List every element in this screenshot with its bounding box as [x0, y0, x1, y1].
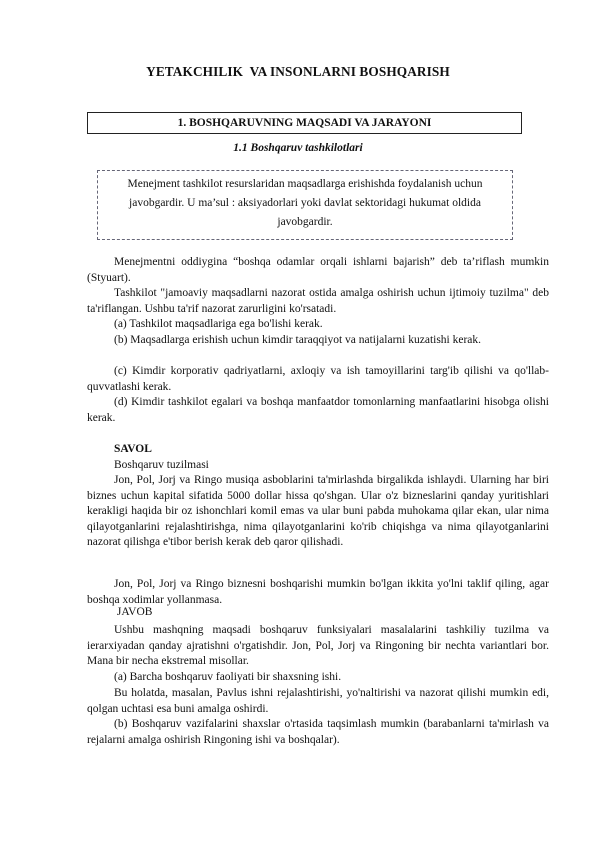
section-heading: 1. BOSHQARUVNING MAQSADI VA JARAYONI [87, 112, 522, 134]
paragraph-question-task: Jon, Pol, Jorj va Ringo biznesni boshqarishi mumkin bo'lgan ikkita yo'lni taklif qiling, agar boshqa xodimlar yollanmasa. [87, 578, 549, 606]
document-title: YETAKCHILIK VA INSONLARNI BOSHQARISH [146, 64, 450, 79]
answer-option-a: (a) Barcha boshqaruv faoliyati bir shaxsning ishi. [114, 671, 342, 683]
paragraph-management-definition: Menejmentni oddiygina “boshqa odamlar orqali ishlarni bajarish” deb ta’riflash mumkin (Styuart). [87, 256, 549, 284]
list-item-c: (c) Kimdir korporativ qadriyatlarni, axloqiy va ish tamoyillarini targ'ib qilishi va qo'llab-quvvatlashi kerak. [87, 365, 549, 393]
definition-box [97, 170, 513, 240]
list-item-a: (a) Tashkilot maqsadlariga ega bo'lishi kerak. [114, 318, 323, 330]
paragraph-organization-definition: Tashkilot "jamoaviy maqsadlarni nazorat ostida amalga oshirish uchun ijtimoiy tuzilma" deb ta'riflangan. Ushbu ta'rif nazorat zarurligini ko'rsatadi. [87, 287, 549, 315]
paragraph-answer-intro: Ushbu mashqning maqsadi boshqaruv funksiyalari masalalarini tashkiliy tuzilma va ierarxiyadan qanday ajratishni o'rgatishdir. Jon, Pol, Jorj va Ringoning bir nechta variantlari bor. Mana bir necha ekstremal misollar. [87, 624, 549, 668]
paragraph-question-scenario: Jon, Pol, Jorj va Ringo musiqa asboblarini ta'mirlashda birgalikda ishlaydi. Ularning har biri biznes uchun kapital sifatida 5000 dollar hissa qo'shgan. Ular o'z bizneslarini qanday yuritishlari kerakligi haqida bir oz ishonchlari komil emas va ular buni pabda muhokama qilar ekan, ular nima qilayotganlarini rejalashtirishga, nima qilayotganlarini ko'rib chiqishga va nima qilayotganlarini nazorat qilishga e'tibor berish kerak deb qaror qilishadi. [87, 474, 549, 549]
definition-line: Menejment tashkilot resurslaridan maqsadlarga erishishda foydalanish uchun [127, 178, 483, 190]
javob-heading: JAVOB [114, 606, 153, 618]
answer-option-b: (b) Boshqaruv vazifalarini shaxslar o'rtasida taqsimlash mumkin (barabanlarni ta'mirlash va rejalarni amalga oshirish Ringoning ishi va boshqalar). [87, 718, 549, 746]
list-item-d: (d) Kimdir tashkilot egalari va boshqa manfaatdor tomonlarning manfaatlarini hisobga olishi kerak. [87, 396, 549, 424]
savol-heading: SAVOL [114, 443, 152, 455]
paragraph-answer-example: Bu holatda, masalan, Pavlus ishni rejalashtirishi, yo'naltirishi va nazorat qilishi mumkin edi, qolgan uchtasi esa buni amalga oshirdi. [87, 687, 549, 715]
definition-line: javobgardir. [277, 216, 333, 228]
list-item-b: (b) Maqsadlarga erishish uchun kimdir taraqqiyot va natijalarni kuzatishi kerak. [114, 334, 482, 346]
subsection-heading: 1.1 Boshqaruv tashkilotlari [233, 142, 363, 154]
definition-line: javobgardir. U ma’sul : aksiyadorlari yoki davlat sektoridagi hukumat oldida [129, 197, 481, 209]
savol-subheading: Boshqaruv tuzilmasi [114, 459, 209, 471]
